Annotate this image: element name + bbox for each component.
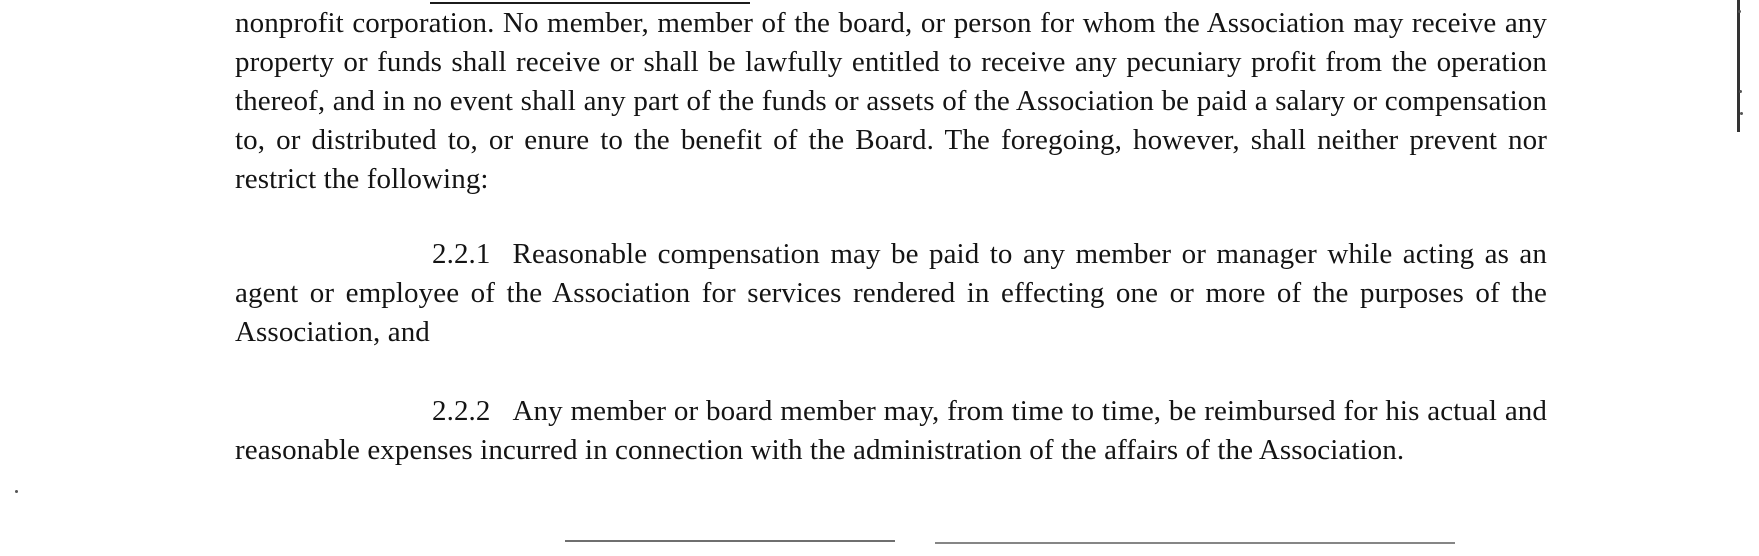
clause-2-2-2	[235, 392, 1547, 470]
cut-text-fragment	[935, 542, 1455, 556]
scan-speck	[1740, 112, 1743, 115]
cut-off-next-line	[235, 530, 1547, 556]
scan-speck	[15, 490, 18, 493]
scan-speck	[1739, 90, 1742, 93]
clause-number: 2.2.1	[432, 238, 491, 270]
cut-text-fragment	[565, 540, 895, 556]
clause-2-2-1	[235, 235, 1547, 352]
clause-text: Reasonable compensation may be paid to any member or manager while acting as an agent or employee of the Association for services rendered in effecting one or more of the purposes of the Association, and	[235, 238, 1547, 348]
clause-number: 2.2.2	[432, 395, 491, 427]
intro-paragraph: nonprofit corporation. No member, member of the board, or person for whom the Association may receive any property or funds shall receive or shall be lawfully entitled to receive any pecuniary profit from the operation thereof, and in no event shall any part of the funds or assets of the Association be paid a salary or compensation to, or distributed to, or enure to the benefit of the Board. The foregoing, however, shall neither prevent nor restrict the following:	[235, 7, 1547, 195]
clause-text: Any member or board member may, from time to time, be reimbursed for his actual and reasonable expenses incurred in connection with the administration of the affairs of the Association.	[235, 395, 1547, 466]
scan-speck	[1738, 10, 1741, 13]
